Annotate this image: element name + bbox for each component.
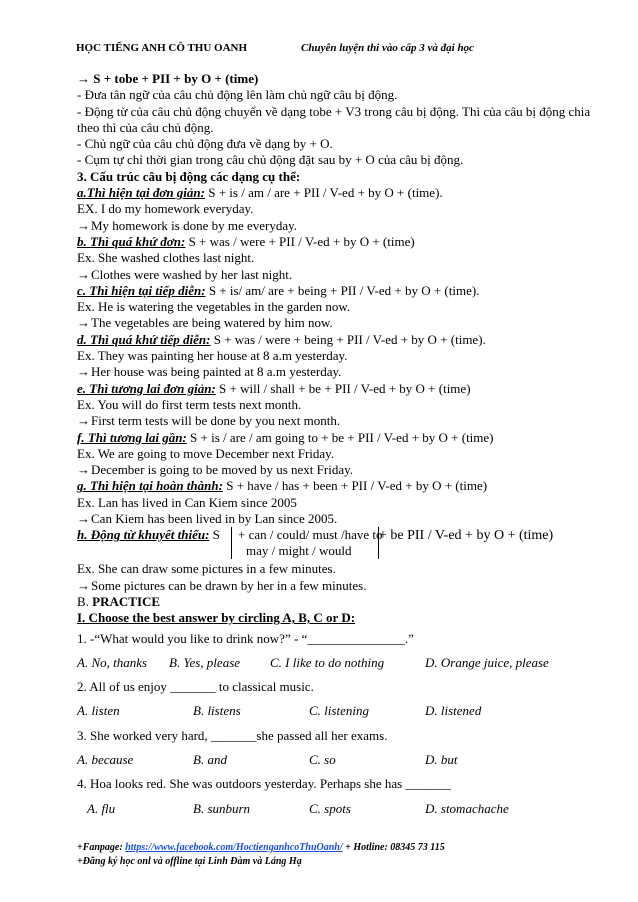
option-b[interactable]: B. and xyxy=(193,751,227,767)
tense-e xyxy=(77,381,597,430)
option-d[interactable]: D. but xyxy=(425,751,458,767)
tense-example: Ex. We are going to move December next Friday. xyxy=(77,445,335,461)
question-2 xyxy=(77,679,597,720)
step-2: - Động từ của câu chủ động chuyển về dạng tobe + V3 trong câu bị động. Thì của câu bị động chia theo thì của câu chủ động. xyxy=(77,103,591,135)
option-c[interactable]: C. so xyxy=(309,751,336,767)
tense-formula: S + is / are / am going to + be + PII / V-ed + by O + (time) xyxy=(186,429,494,445)
page-header xyxy=(76,42,562,58)
step-4: - Cụm tự chỉ thời gian trong câu chủ động đặt sau by + O của câu bị động. xyxy=(77,152,464,168)
tense-f xyxy=(77,430,597,479)
tense-passive: Clothes were washed by her last night. xyxy=(91,266,293,282)
tense-name: a.Thì hiện tại đơn giản: xyxy=(77,185,205,201)
modal-verb-formula xyxy=(77,527,597,561)
modal-line-2: may / might / would xyxy=(246,543,352,559)
practice-title: I. Choose the best answer by circling A, B, C or D: xyxy=(77,610,356,626)
hotline: + Hotline: 08345 73 115 xyxy=(342,842,445,853)
arrow-icon: → xyxy=(77,511,90,527)
tense-passive: The vegetables are being watered by him now. xyxy=(91,315,333,331)
option-b[interactable]: B. sunburn xyxy=(193,800,251,816)
tense-example: Ex. She washed clothes last night. xyxy=(77,250,255,266)
question-text: 4. Hoa looks red. She was outdoors yesterday. Perhaps she has _______ xyxy=(77,776,451,792)
question-text: 1. -“What would you like to drink now?” - “_______________.” xyxy=(77,630,414,646)
tense-b xyxy=(77,234,597,283)
modal-example: Ex. She can draw some pictures in a few minutes. xyxy=(77,561,336,577)
question-4 xyxy=(77,776,597,817)
modal-rest: + be PII / V-ed + by O + (time) xyxy=(379,528,554,544)
tense-formula: S + was / were + PII / V-ed + by O + (time) xyxy=(185,233,415,249)
arrow-icon: → xyxy=(77,413,90,429)
modal-subject: S xyxy=(209,527,220,543)
question-text: 2. All of us enjoy _______ to classical music. xyxy=(77,679,314,695)
tense-formula: S + was / were + being + PII / V-ed + by O + (time). xyxy=(210,331,486,347)
tense-passive: First term tests will be done by you next month. xyxy=(91,413,341,429)
modal-passive: Some pictures can be drawn by her in a few minutes. xyxy=(91,577,367,593)
option-d[interactable]: D. Orange juice, please xyxy=(425,654,549,670)
tense-example: Ex. They was painting her house at 8 a.m yesterday. xyxy=(77,348,348,364)
tense-name: b. Thì quá khứ đơn: xyxy=(77,233,186,249)
tense-formula: S + will / shall + be + PII / V-ed + by O + (time) xyxy=(215,380,471,396)
tense-name: c. Thì hiện tại tiếp diễn: xyxy=(77,282,206,298)
arrow-icon: → xyxy=(77,462,90,478)
tense-formula: S + is / am / are + PII / V-ed + by O + (time). xyxy=(204,185,443,201)
modal-line-1: + can / could/ must /have to xyxy=(238,527,383,543)
tense-example: EX. I do my homework everyday. xyxy=(77,201,254,217)
question-1 xyxy=(77,631,597,672)
option-b[interactable]: B. listens xyxy=(193,703,241,719)
tense-name: d. Thì quá khứ tiếp diễn: xyxy=(77,331,211,347)
answer-options xyxy=(77,752,597,768)
passive-formula: → S + tobe + PII + by O + (time) xyxy=(77,71,259,86)
tense-example: Ex. Lan has lived in Can Kiem since 2005 xyxy=(77,494,297,510)
modal-bracket xyxy=(231,527,383,559)
arrow-icon: → xyxy=(77,266,90,282)
tense-c xyxy=(77,283,597,332)
tense-passive: My homework is done by me everyday. xyxy=(91,217,298,233)
header-subtitle: Chuyên luyện thi vào cấp 3 và đại học xyxy=(301,42,474,54)
tense-passive: December is going to be moved by us next Friday. xyxy=(91,462,353,478)
step-3: - Chủ ngữ của câu chủ động đưa về dạng by + O. xyxy=(77,136,333,152)
tense-name: h. Động từ khuyết thiếu: xyxy=(77,527,210,543)
option-d[interactable]: D. stomachache xyxy=(425,800,509,816)
tense-a xyxy=(77,185,597,234)
tense-example: Ex. He is watering the vegetables in the garden now. xyxy=(77,299,351,315)
option-c[interactable]: C. spots xyxy=(309,800,351,816)
document-body xyxy=(77,71,597,825)
arrow-icon: → xyxy=(77,315,90,331)
arrow-icon: → xyxy=(77,364,90,380)
tense-example: Ex. You will do first term tests next month. xyxy=(77,396,302,412)
tense-d xyxy=(77,332,597,381)
option-a[interactable]: A. No, thanks xyxy=(77,654,148,670)
tense-name: f. Thì tương lai gần: xyxy=(77,429,187,445)
practice-label: B. PRACTICE xyxy=(77,593,161,609)
section-3-title: 3. Cấu trúc câu bị động các dạng cụ thể: xyxy=(77,168,301,184)
answer-options xyxy=(77,801,597,817)
tense-name: e. Thì tương lai đơn giản: xyxy=(77,380,216,396)
option-a[interactable]: A. flu xyxy=(87,800,116,816)
option-c[interactable]: C. listening xyxy=(309,703,369,719)
header-title: HỌC TIẾNG ANH CÔ THU OANH xyxy=(76,42,248,54)
fanpage-label: +Fanpage: xyxy=(77,842,126,853)
fanpage-link[interactable]: https://www.facebook.com/HoctienganhcoThuOanh/ xyxy=(125,842,343,853)
step-1: - Đưa tân ngữ của câu chủ động lên làm chủ ngữ câu bị động. xyxy=(77,87,398,103)
footer-address: +Đăng ký học onl và offline tại Linh Đàm và Láng Hạ xyxy=(77,856,302,867)
answer-options xyxy=(77,703,597,719)
tense-formula: S + have / has + been + PII / V-ed + by O + (time) xyxy=(222,478,488,494)
tense-name: g. Thì hiện tại hoàn thành: xyxy=(77,478,223,494)
answer-options xyxy=(77,655,597,671)
option-a[interactable]: A. listen xyxy=(77,703,120,719)
arrow-icon: → xyxy=(77,217,90,233)
arrow-icon: → xyxy=(77,577,90,593)
question-text: 3. She worked very hard, _______she passed all her exams. xyxy=(77,727,388,743)
option-c[interactable]: C. I like to do nothing xyxy=(270,654,385,670)
option-d[interactable]: D. listened xyxy=(425,703,482,719)
question-3 xyxy=(77,728,597,769)
tense-passive: Can Kiem has been lived in by Lan since 2005. xyxy=(91,511,338,527)
option-b[interactable]: B. Yes, please xyxy=(169,654,241,670)
tense-formula: S + is/ am/ are + being + PII / V-ed + by O + (time). xyxy=(205,282,480,298)
page-footer xyxy=(77,841,445,869)
option-a[interactable]: A. because xyxy=(77,751,134,767)
tense-passive: Her house was being painted at 8 a.m yesterday. xyxy=(91,364,342,380)
tense-g xyxy=(77,478,597,527)
